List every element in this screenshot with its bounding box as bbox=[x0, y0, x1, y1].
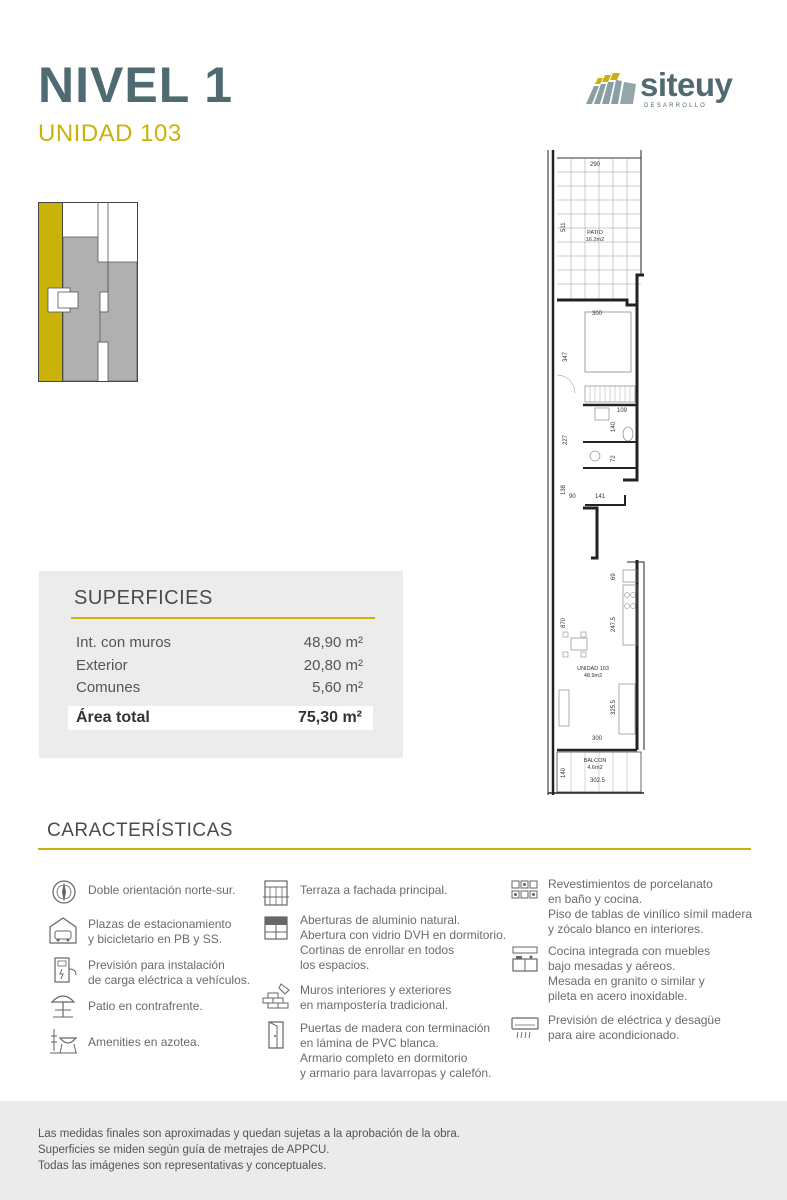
feature-item bbox=[300, 1021, 491, 1081]
feature-text: Piso de tablas de vinílico símil madera bbox=[548, 907, 753, 921]
logo-mark-icon bbox=[584, 70, 640, 106]
total-value: 75,30 m² bbox=[297, 709, 362, 726]
feature-text: Previsión de eléctrica y desagüe bbox=[548, 1013, 721, 1027]
plan-dim-label: 72 bbox=[611, 455, 617, 462]
feature-item bbox=[548, 877, 752, 937]
surface-total-row bbox=[68, 706, 373, 730]
feature-text: bajo mesadas y aéreos. bbox=[548, 959, 676, 973]
garage-car-icon bbox=[48, 915, 78, 945]
feature-text: de carga eléctrica a vehículos. bbox=[88, 973, 251, 987]
feature-text: Amenities en azotea. bbox=[88, 1035, 201, 1049]
surface-label: Int. con muros bbox=[76, 634, 172, 651]
total-label: Área total bbox=[76, 709, 150, 726]
feature-item bbox=[88, 958, 250, 988]
room-area: 48.9m2 bbox=[583, 673, 603, 679]
feature-text: en baño y cocina. bbox=[548, 892, 643, 906]
patio-umbrella-icon bbox=[48, 990, 78, 1020]
plan-dim-label: 870 bbox=[561, 617, 567, 628]
plan-dim-label: 109 bbox=[617, 408, 628, 414]
unit-subtitle: UNIDAD 103 bbox=[38, 120, 182, 147]
feature-text: para aire acondicionado. bbox=[548, 1028, 680, 1042]
floor-plan bbox=[545, 150, 645, 795]
room-area: 16.2m2 bbox=[585, 237, 605, 243]
features-title: CARACTERÍSTICAS bbox=[47, 820, 233, 841]
feature-text: y zócalo blanco en interiores. bbox=[548, 922, 704, 936]
feature-item bbox=[88, 999, 203, 1014]
feature-text: Abertura con vidrio DVH en dormitorio. bbox=[300, 928, 507, 942]
surface-label: Exterior bbox=[76, 657, 128, 674]
feature-text: los espacios. bbox=[300, 958, 370, 972]
plan-dim-label: 511 bbox=[561, 222, 567, 232]
ev-charger-icon bbox=[50, 955, 80, 985]
feature-text: y bicicletario en PB y SS. bbox=[88, 932, 223, 946]
surface-row bbox=[76, 657, 363, 674]
features-divider bbox=[38, 848, 751, 850]
feature-text: Mesada en granito o similar y bbox=[548, 974, 705, 988]
compass-icon bbox=[49, 877, 79, 907]
building-facade-icon bbox=[261, 877, 291, 907]
feature-text: Doble orientación norte-sur. bbox=[88, 883, 236, 897]
plan-dim-label: 347 bbox=[563, 351, 569, 362]
brick-wall-icon bbox=[261, 980, 291, 1010]
surfaces-divider bbox=[71, 617, 375, 619]
company-logo bbox=[584, 66, 744, 114]
logo-tagline: DESARROLLO bbox=[644, 103, 708, 109]
surface-row bbox=[76, 679, 363, 696]
plan-dim-label: 300 bbox=[592, 311, 603, 317]
surface-value: 5,60 m² bbox=[312, 679, 363, 696]
plan-dim-label: 138 bbox=[561, 484, 567, 495]
surface-value: 20,80 m² bbox=[303, 657, 363, 674]
disclaimer-line: Las medidas finales son aproximadas y quedan sujetas a la aprobación de la obra. bbox=[38, 1128, 460, 1140]
plan-dim-label: 140 bbox=[561, 767, 567, 778]
feature-text: Revestimientos de porcelanato bbox=[548, 877, 713, 891]
feature-text: Patio en contrafrente. bbox=[88, 999, 203, 1013]
plan-dim-label: 325.5 bbox=[611, 699, 617, 715]
grill-amenities-icon bbox=[48, 1026, 78, 1056]
feature-item bbox=[300, 983, 451, 1013]
plan-dim-label: 69 bbox=[611, 573, 617, 580]
disclaimer-line: Todas las imágenes son representativas y conceptuales. bbox=[38, 1160, 327, 1172]
building-key-plan bbox=[38, 202, 138, 382]
feature-item bbox=[548, 944, 710, 1004]
plan-dim-label: 302.5 bbox=[590, 778, 606, 784]
logo-wordmark: siteuy bbox=[640, 66, 733, 103]
feature-item bbox=[88, 1035, 200, 1050]
page-title: NIVEL 1 bbox=[38, 57, 234, 113]
surfaces-panel bbox=[39, 571, 403, 758]
feature-item bbox=[300, 883, 447, 898]
plan-dim-label: 247.5 bbox=[611, 616, 617, 632]
plan-dim-label: 141 bbox=[595, 494, 606, 500]
plan-dim-label: 290 bbox=[590, 162, 601, 168]
air-conditioner-icon bbox=[510, 1012, 540, 1042]
plan-dim-label: 140 bbox=[611, 421, 617, 432]
room-name: BALCON bbox=[583, 758, 607, 764]
surfaces-title: SUPERFICIES bbox=[74, 587, 213, 609]
feature-item bbox=[548, 1013, 721, 1043]
disclaimer-line: Superficies se miden según guía de metrajes de APPCU. bbox=[38, 1144, 330, 1156]
surface-row bbox=[76, 634, 363, 651]
feature-text: Plazas de estacionamiento bbox=[88, 917, 232, 931]
kitchen-icon bbox=[510, 943, 540, 973]
feature-text: Puertas de madera con terminación bbox=[300, 1021, 491, 1035]
feature-text: Terraza a fachada principal. bbox=[300, 883, 448, 897]
feature-text: Cocina integrada con muebles bbox=[548, 944, 711, 958]
room-name: UNIDAD 103 bbox=[577, 666, 609, 672]
feature-item bbox=[88, 883, 235, 898]
room-area: 4.6m2 bbox=[587, 765, 603, 771]
feature-item bbox=[88, 917, 231, 947]
feature-text: y armario para lavarropas y calefón. bbox=[300, 1066, 492, 1080]
feature-text: pileta en acero inoxidable. bbox=[548, 989, 688, 1003]
feature-item bbox=[300, 913, 506, 973]
feature-text: en mampostería tradicional. bbox=[300, 998, 449, 1012]
feature-text: Armario completo en dormitorio bbox=[300, 1051, 468, 1065]
feature-text: Cortinas de enrollar en todos bbox=[300, 943, 455, 957]
feature-text: Aberturas de aluminio natural. bbox=[300, 913, 461, 927]
disclaimer-footer bbox=[0, 1101, 787, 1200]
feature-text: Previsión para instalación bbox=[88, 958, 225, 972]
window-icon bbox=[261, 913, 291, 943]
plan-dim-label: 300 bbox=[592, 736, 603, 742]
tiles-icon bbox=[510, 876, 540, 906]
plan-dim-label: 227 bbox=[563, 434, 569, 445]
surface-value: 48,90 m² bbox=[303, 634, 363, 651]
feature-text: Muros interiores y exteriores bbox=[300, 983, 452, 997]
surface-label: Comunes bbox=[76, 679, 141, 696]
feature-text: en lámina de PVC blanca. bbox=[300, 1036, 439, 1050]
room-name: PATIO bbox=[587, 230, 603, 236]
plan-dim-label: 90 bbox=[569, 494, 576, 500]
door-icon bbox=[261, 1020, 291, 1050]
